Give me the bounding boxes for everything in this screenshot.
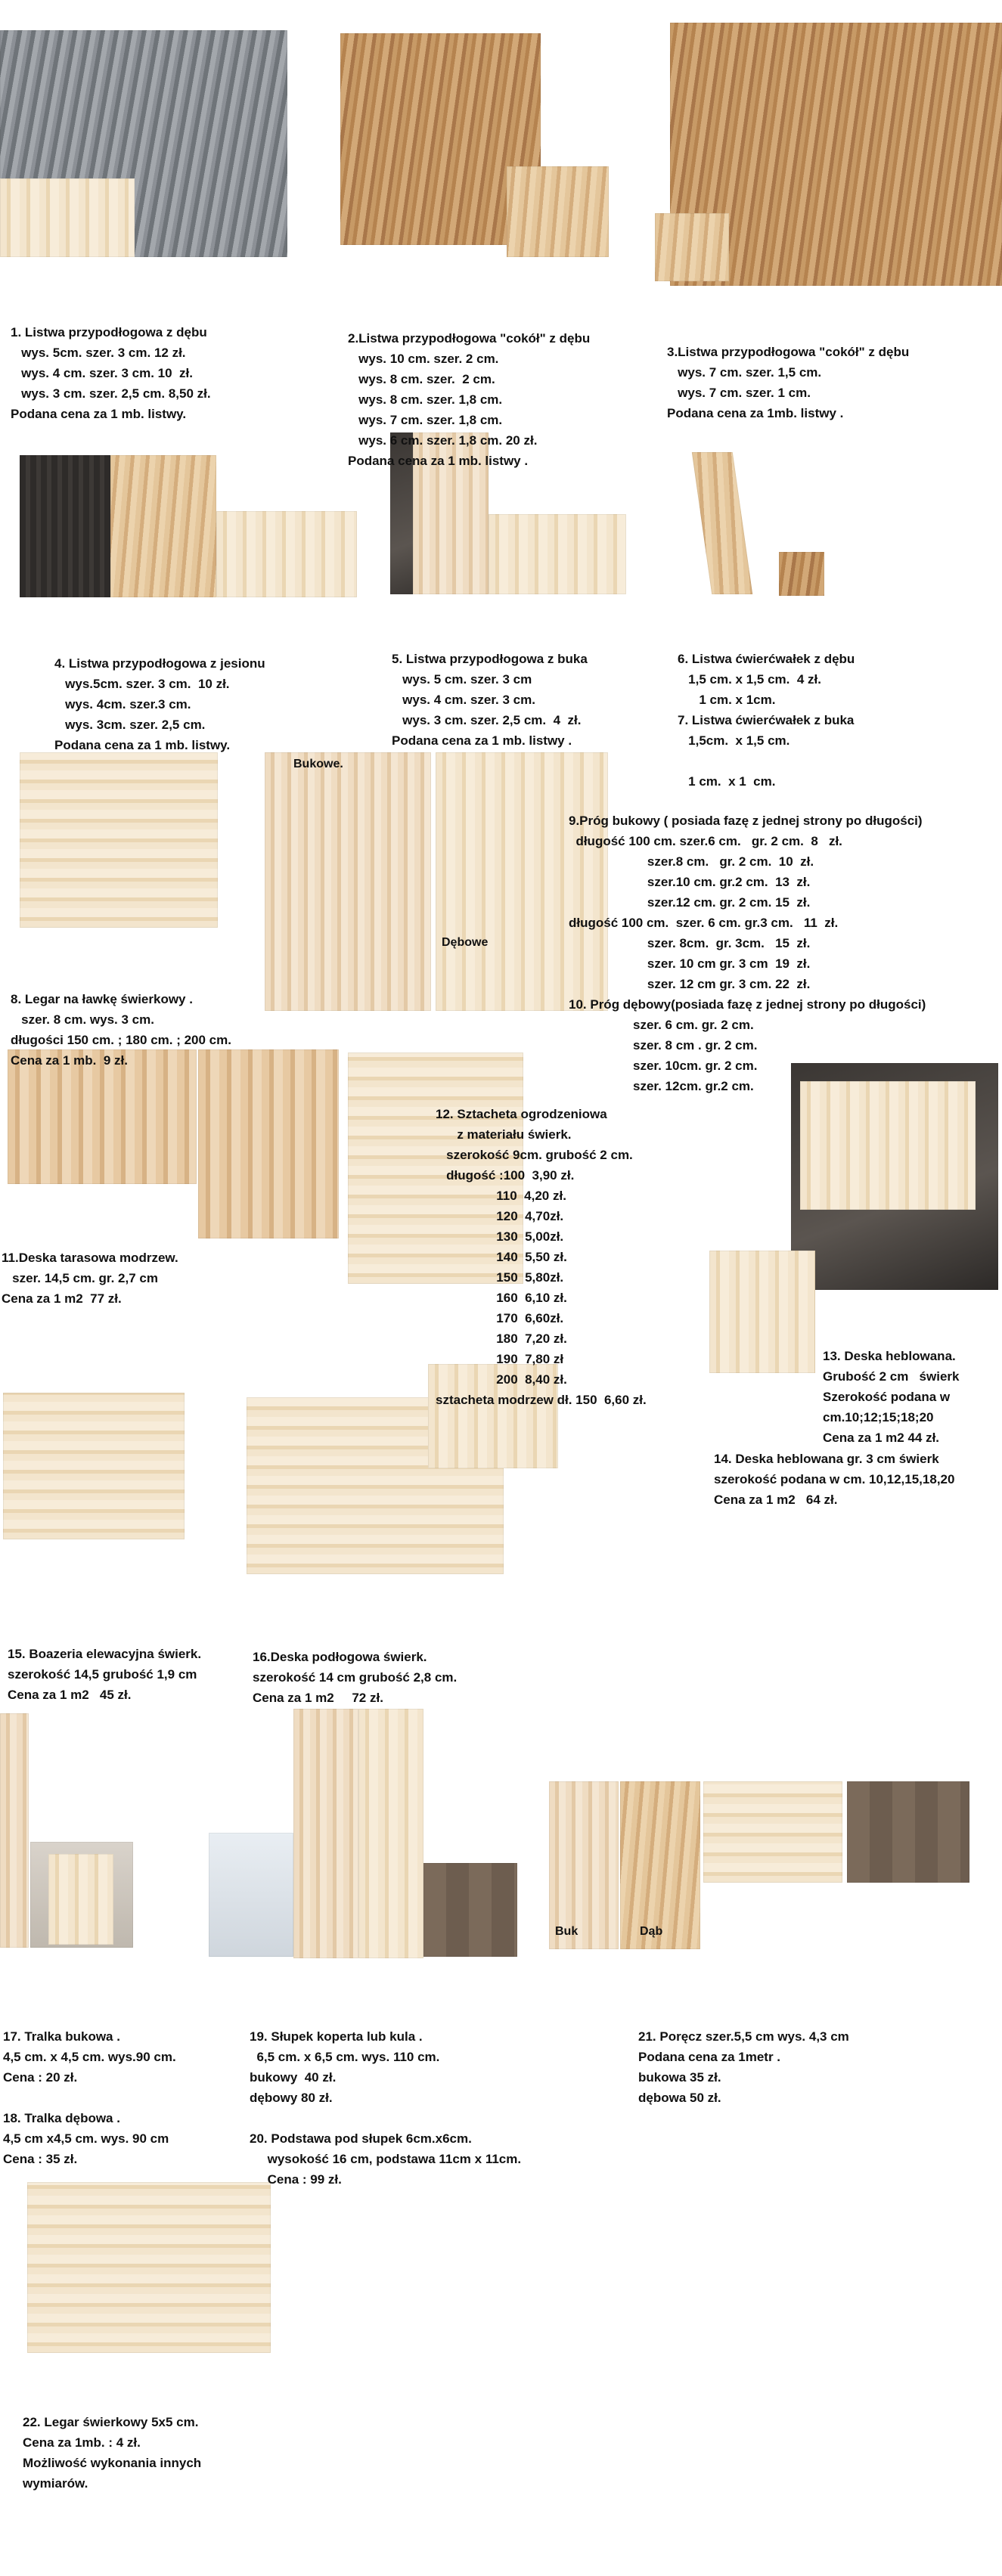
product-11-text: 11.Deska tarasowa modrzew. szer. 14,5 cm. gr. 2,7 cm Cena za 1 m2 77 zł. (2, 1251, 178, 1306)
product-15-text: 15. Boazeria elewacyjna świerk. szerokość 14,5 grubość 1,9 cm Cena za 1 m2 45 zł. (8, 1647, 202, 1702)
oak-baseboard-detail-photo (507, 166, 609, 257)
beech-threshold-photo (265, 752, 431, 1011)
handrail-profile-photo-2 (847, 1781, 969, 1883)
product-5-text: 5. Listwa przypodłogowa z buka wys. 5 cm. szer. 3 cm wys. 4 cm. szer. 3 cm. wys. 3 cm. szer. 2,5 cm. 4 zł. Podana cena za 1 mb. listwy . (392, 652, 588, 748)
spruce-joist-photo (27, 2182, 271, 2353)
buk-label: Buk (555, 1925, 579, 1938)
oak-skirting-profile-photo (0, 178, 135, 257)
product-2-text: 2.Listwa przypodłogowa "cokół" z dębu wys. 10 cm. szer. 2 cm. wys. 8 cm. szer. 2 cm. wys. 8 cm. szer. 1,8 cm. wys. 7 cm. szer. 1,8 cm. wys. 6 cm. szer. 1,8 cm. 20 zł. Podana cena za 1 mb. listwy . (348, 331, 591, 468)
product-22-text: 22. Legar świerkowy 5x5 cm. Cena za 1mb. : 4 zł. Możliwość wykonania innych wymiarów. (23, 2415, 202, 2491)
product-8-text: 8. Legar na ławkę świerkowy . szer. 8 cm. wys. 3 cm. długości 150 cm. ; 180 cm. ; 200 cm. Cena za 1 mb. 9 zł. (11, 992, 231, 1068)
product-19-20-text: 19. Słupek koperta lub kula . 6,5 cm. x 6,5 cm. wys. 110 cm. bukowy 40 zł. dębowy 80 zł. 20. Podstawa pod słupek 6cm.x6cm. wysokość 16 cm, podstawa 11cm x 11cm. Cena : 99 zł. (250, 2029, 522, 2187)
quarter-round-beech-photo (779, 552, 824, 596)
beech-baluster-photo (0, 1713, 29, 1948)
beech-label: Bukowe. (293, 758, 343, 770)
oak-handrail-photo (620, 1781, 700, 1949)
cladding-board-photo (3, 1393, 185, 1539)
ash-skirting-profile-photo (216, 511, 357, 597)
bench-joist-photo (20, 752, 218, 928)
product-16-text: 16.Deska podłogowa świerk. szerokość 14 cm grubość 2,8 cm. Cena za 1 m2 72 zł. (253, 1650, 458, 1705)
handrail-profile-photo (703, 1781, 842, 1883)
ash-skirting-photo-2 (110, 455, 216, 597)
beech-skirting-profile-photo (489, 514, 626, 594)
product-13-text: 13. Deska heblowana. Grubość 2 cm świerk Szerokość podana w cm.10;12;15;18;20 Cena za 1 m2 44 zł. (823, 1349, 960, 1445)
ash-skirting-photo (20, 455, 110, 597)
oak-label: Dębowe (442, 936, 489, 949)
product-4-text: 4. Listwa przypodłogowa z jesionu wys.5cm. szer. 3 cm. 10 zł. wys. 4cm. szer.3 cm. wys. 3cm. szer. 2,5 cm. Podana cena za 1 mb. listwy. (54, 656, 265, 752)
quarter-round-oak-photo (692, 452, 752, 594)
product-17-18-text: 17. Tralka bukowa . 4,5 cm. x 4,5 cm. wys.90 cm. Cena : 20 zł. 18. Tralka dębowa . 4,5 cm x4,5 cm. wys. 90 cm Cena : 35 zł. (3, 2029, 176, 2166)
beech-handrail-photo (549, 1781, 619, 1949)
oak-plinth-detail-photo (655, 213, 729, 281)
oak-baluster-detail (48, 1854, 113, 1945)
post-base-photo (209, 1833, 293, 1957)
product-6-7-text: 6. Listwa ćwierćwałek z dębu 1,5 cm. x 1,5 cm. 4 zł. 1 cm. x 1cm. 7. Listwa ćwierćwałek z buka 1,5cm. x 1,5 cm. 1 cm. x 1 cm. (678, 652, 855, 789)
planed-board-stack-photo (709, 1251, 815, 1373)
newel-post-ball-photo (293, 1709, 358, 1958)
product-21-text: 21. Poręcz szer.5,5 cm wys. 4,3 cm Podana cena za 1metr . bukowa 35 zł. dębowa 50 zł. (638, 2029, 849, 2105)
product-14-text: 14. Deska heblowana gr. 3 cm świerk szerokość podana w cm. 10,12,15,18,20 Cena za 1 m2 64 zł. (714, 1452, 955, 1507)
dab-label: Dąb (640, 1925, 663, 1938)
product-1-text: 1. Listwa przypodłogowa z dębu wys. 5cm. szer. 3 cm. 12 zł. wys. 4 cm. szer. 3 cm. 10 zł. wys. 3 cm. szer. 2,5 cm. 8,50 zł. Podana cena za 1 mb. listwy. (11, 325, 211, 421)
product-12-text: 12. Sztacheta ogrodzeniowa z materiału świerk. szerokość 9cm. grubość 2 cm. długość :100 3,90 zł. 110 4,20 zł. 120 4,70zł. 130 5,00zł. 140 5,50 zł. 150 5,80zł. 160 6,10 zł. 170 6,60zł. 180 7,20 zł. 190 7,80 zł 200 8,40 zł. sztacheta modrzew dł. 150 6,60 zł. (436, 1107, 647, 1407)
product-9-10-text: 9.Próg bukowy ( posiada fazę z jednej strony po długości) długość 100 cm. szer.6 cm. gr. 2 cm. 8 zł. szer.8 cm. gr. 2 cm. 10 zł. szer.10 cm. gr.2 cm. 13 zł. szer.12 cm. gr. 2 cm. 15 zł. długość 100 cm. szer. 6 cm. gr.3 cm. 11 zł. szer. 8cm. gr. 3cm. 15 zł. szer. 10 cm gr. 3 cm 19 zł. szer. 12 cm gr. 3 cm. 22 zł. 10. Próg dębowy(posiada fazę z jednej strony po długości) szer. 6 cm. gr. 2 cm. szer. 8 cm . gr. 2 cm. szer. 10cm. gr. 2 cm. szer. 12cm. gr.2 cm. (569, 814, 926, 1093)
product-3-text: 3.Listwa przypodłogowa "cokół" z dębu wys. 7 cm. szer. 1,5 cm. wys. 7 cm. szer. 1 cm. Podana cena za 1mb. listwy . (667, 345, 910, 420)
newel-post-pyramid-photo (358, 1709, 423, 1958)
newel-post-top-photo (423, 1863, 517, 1957)
